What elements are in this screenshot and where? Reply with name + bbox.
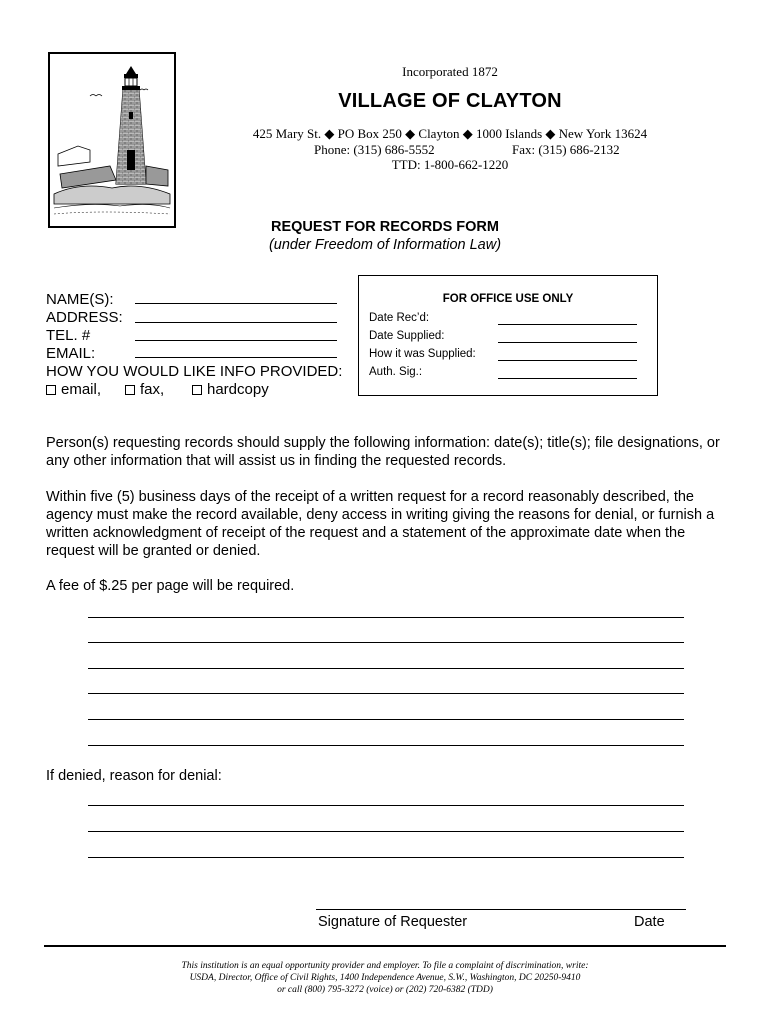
policy-paragraph: Within five (5) business days of the receipt of a written request for a record reasonably described, the agency must make the record available, deny access in writing giving the reasons for denial, or furnish a written acknowledgment of receipt of the request and a statement of the approximate date when the request will be granted or denied. [46, 489, 715, 559]
office-use-title: FOR OFFICE USE ONLY [442, 293, 574, 305]
fax-checkbox[interactable] [125, 385, 135, 395]
request-line[interactable] [88, 617, 684, 618]
address-label: ADDRESS: [46, 309, 123, 326]
incorporated-text: Incorporated 1872 [402, 64, 498, 79]
option-hardcopy[interactable] [192, 381, 269, 398]
ttd-number: TTD: 1-800-662-1220 [391, 157, 509, 172]
signature-field[interactable] [316, 909, 686, 910]
tel-label: TEL. # [46, 327, 91, 344]
request-line[interactable] [88, 745, 684, 746]
address-field[interactable] [135, 322, 337, 323]
address-line: 425 Mary St. ◆ PO Box 250 ◆ Clayton ◆ 1000 Islands ◆ New York 13624 [252, 126, 648, 141]
denial-reason-line[interactable] [88, 857, 684, 858]
signature-date-label: Date [634, 914, 665, 930]
option-fax-label: fax, [140, 381, 165, 398]
email-label: EMAIL: [46, 345, 96, 362]
option-email-label: email, [61, 381, 102, 398]
hardcopy-checkbox[interactable] [192, 385, 202, 395]
denial-label: If denied, reason for denial: [46, 768, 222, 784]
fee-paragraph: A fee of $.25 per page will be required. [46, 578, 295, 594]
option-fax[interactable] [125, 381, 164, 398]
date-supplied-field[interactable] [498, 342, 637, 343]
form-title: REQUEST FOR RECORDS FORM [271, 219, 499, 235]
delivery-method-label: HOW YOU WOULD LIKE INFO PROVIDED: [46, 363, 343, 380]
fax-number: Fax: (315) 686-2132 [512, 142, 620, 157]
request-line[interactable] [88, 642, 684, 643]
how-supplied-field[interactable] [498, 360, 637, 361]
names-label: NAME(S): [46, 291, 114, 308]
request-line[interactable] [88, 719, 684, 720]
office-use-box [358, 275, 658, 396]
denial-reason-line[interactable] [88, 805, 684, 806]
auth-sig-label: Auth. Sig.: [369, 366, 423, 378]
date-received-field[interactable] [498, 324, 637, 325]
form-subtitle: (under Freedom of Information Law) [268, 237, 502, 253]
request-line[interactable] [88, 668, 684, 669]
auth-sig-field[interactable] [498, 378, 637, 379]
date-received-label: Date Rec’d: [369, 312, 430, 324]
signature-label: Signature of Requester [318, 914, 468, 930]
denial-reason-line[interactable] [88, 831, 684, 832]
names-field[interactable] [135, 303, 337, 304]
footer-line: This institution is an equal opportunity provider and employer. To file a complaint of discrimination, write: [181, 961, 589, 971]
footer-line: USDA, Director, Office of Civil Rights, 1400 Independence Avenue, S.W., Washington, DC 20250-9410 [189, 973, 581, 983]
footer-line: or call (800) 795-3272 (voice) or (202) 720-6382 (TDD) [277, 985, 493, 995]
email-checkbox[interactable] [46, 385, 56, 395]
date-supplied-label: Date Supplied: [369, 330, 445, 342]
how-supplied-label: How it was Supplied: [369, 348, 476, 360]
option-email[interactable] [46, 381, 101, 398]
lighthouse-illustration [48, 52, 176, 228]
option-hardcopy-label: hardcopy [207, 381, 269, 398]
footer-divider [44, 945, 726, 947]
phone-number: Phone: (315) 686-5552 [314, 142, 435, 157]
request-line[interactable] [88, 693, 684, 694]
tel-field[interactable] [135, 340, 337, 341]
email-field[interactable] [135, 357, 337, 358]
instructions-paragraph: Person(s) requesting records should supply the following information: date(s); title(s); file designations, or any other information that will assist us in finding the requested records. [46, 435, 720, 469]
village-title: VILLAGE OF CLAYTON [338, 90, 562, 112]
